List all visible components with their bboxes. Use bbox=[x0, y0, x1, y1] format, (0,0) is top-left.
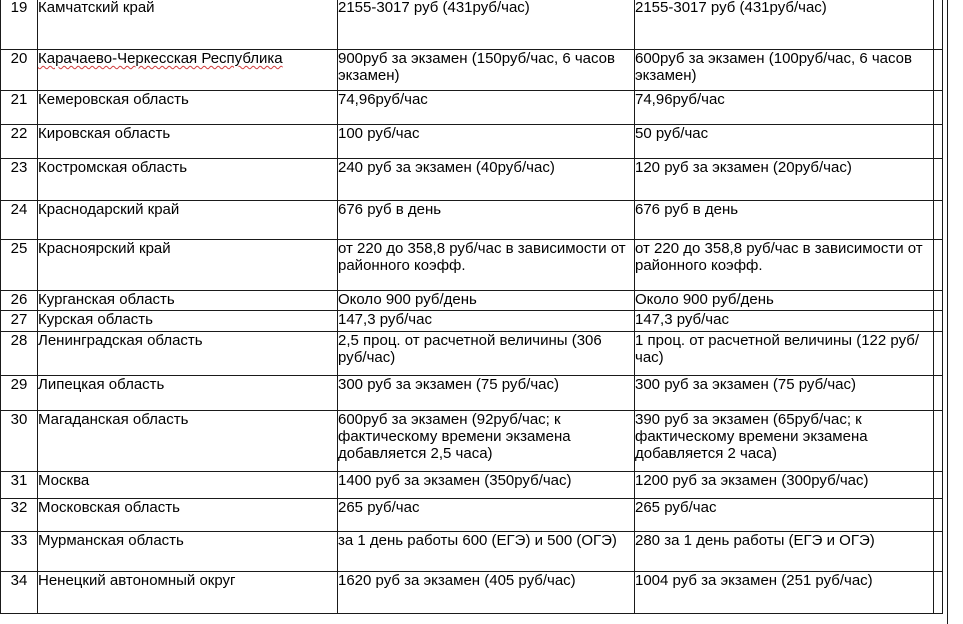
exam-cost-cell: 240 руб за экзамен (40руб/час) bbox=[338, 159, 635, 201]
row-number: 26 bbox=[1, 291, 38, 311]
row-number: 34 bbox=[1, 572, 38, 614]
region-cell: Липецкая область bbox=[38, 376, 338, 411]
edge-cell bbox=[934, 201, 943, 240]
other-cost-cell: 600руб за экзамен (100руб/час, 6 часов экзамен) bbox=[635, 50, 934, 91]
exam-cost-cell: 147,3 руб/час bbox=[338, 311, 635, 332]
exam-cost-cell: 74,96руб/час bbox=[338, 91, 635, 125]
other-cost-cell: 1200 руб за экзамен (300руб/час) bbox=[635, 472, 934, 499]
exam-cost-cell: 100 руб/час bbox=[338, 125, 635, 159]
edge-cell bbox=[934, 291, 943, 311]
exam-cost-cell: 676 руб в день bbox=[338, 201, 635, 240]
table-row bbox=[1, 332, 943, 376]
other-cost-cell: 676 руб в день bbox=[635, 201, 934, 240]
table-row bbox=[1, 240, 943, 291]
row-number: 28 bbox=[1, 332, 38, 376]
exam-cost-cell: Около 900 руб/день bbox=[338, 291, 635, 311]
table-row bbox=[1, 411, 943, 472]
exam-cost-cell: 300 руб за экзамен (75 руб/час) bbox=[338, 376, 635, 411]
row-number: 21 bbox=[1, 91, 38, 125]
table-body bbox=[1, 0, 943, 614]
table-row bbox=[1, 201, 943, 240]
region-cell: Ненецкий автономный округ bbox=[38, 572, 338, 614]
region-cell bbox=[38, 50, 338, 91]
exam-cost-cell: за 1 день работы 600 (ЕГЭ) и 500 (ОГЭ) bbox=[338, 532, 635, 572]
edge-cell bbox=[934, 411, 943, 472]
region-cell: Мурманская область bbox=[38, 532, 338, 572]
exam-cost-cell: 600руб за экзамен (92руб/час; к фактическому времени экзамена добавляется 2,5 часа) bbox=[338, 411, 635, 472]
region-cell: Курская область bbox=[38, 311, 338, 332]
other-cost-cell: 50 руб/час bbox=[635, 125, 934, 159]
edge-cell bbox=[934, 532, 943, 572]
edge-cell bbox=[934, 572, 943, 614]
edge-cell bbox=[934, 125, 943, 159]
other-cost-cell: 280 за 1 день работы (ЕГЭ и ОГЭ) bbox=[635, 532, 934, 572]
row-number: 31 bbox=[1, 472, 38, 499]
row-number: 32 bbox=[1, 499, 38, 532]
edge-cell bbox=[934, 91, 943, 125]
other-cost-cell: 120 руб за экзамен (20руб/час) bbox=[635, 159, 934, 201]
other-cost-cell: 300 руб за экзамен (75 руб/час) bbox=[635, 376, 934, 411]
table-row bbox=[1, 472, 943, 499]
edge-cell bbox=[934, 472, 943, 499]
table-row bbox=[1, 311, 943, 332]
exam-cost-cell: 1400 руб за экзамен (350руб/час) bbox=[338, 472, 635, 499]
exam-cost-cell: 1620 руб за экзамен (405 руб/час) bbox=[338, 572, 635, 614]
other-cost-cell: 1 проц. от расчетной величины (122 руб/час) bbox=[635, 332, 934, 376]
region-cell: Кемеровская область bbox=[38, 91, 338, 125]
other-cost-cell: 147,3 руб/час bbox=[635, 311, 934, 332]
edge-cell bbox=[934, 0, 943, 50]
right-border-line bbox=[947, 0, 948, 624]
row-number: 27 bbox=[1, 311, 38, 332]
other-cost-cell: Около 900 руб/день bbox=[635, 291, 934, 311]
table-row bbox=[1, 532, 943, 572]
other-cost-cell: 1004 руб за экзамен (251 руб/час) bbox=[635, 572, 934, 614]
row-number: 29 bbox=[1, 376, 38, 411]
region-text: Карачаево-Черкесская Республика bbox=[38, 50, 283, 67]
table-row bbox=[1, 376, 943, 411]
row-number: 19 bbox=[1, 0, 38, 50]
edge-cell bbox=[934, 240, 943, 291]
region-cell: Курганская область bbox=[38, 291, 338, 311]
table-row bbox=[1, 572, 943, 614]
edge-cell bbox=[934, 499, 943, 532]
region-cell: Костромская область bbox=[38, 159, 338, 201]
other-cost-cell: 390 руб за экзамен (65руб/час; к фактическому времени экзамена добавляется 2 часа) bbox=[635, 411, 934, 472]
table-row bbox=[1, 125, 943, 159]
region-cell: Кировская область bbox=[38, 125, 338, 159]
edge-cell bbox=[934, 311, 943, 332]
region-cell: Москва bbox=[38, 472, 338, 499]
region-cell: Краснодарский край bbox=[38, 201, 338, 240]
other-cost-cell: от 220 до 358,8 руб/час в зависимости от районного коэфф. bbox=[635, 240, 934, 291]
table-row bbox=[1, 159, 943, 201]
edge-cell bbox=[934, 376, 943, 411]
row-number: 30 bbox=[1, 411, 38, 472]
exam-cost-cell: от 220 до 358,8 руб/час в зависимости от районного коэфф. bbox=[338, 240, 635, 291]
region-cell: Камчатский край bbox=[38, 0, 338, 50]
table-row bbox=[1, 291, 943, 311]
edge-cell bbox=[934, 50, 943, 91]
row-number: 22 bbox=[1, 125, 38, 159]
region-cell: Магаданская область bbox=[38, 411, 338, 472]
region-cell: Ленинградская область bbox=[38, 332, 338, 376]
edge-cell bbox=[934, 159, 943, 201]
table-row bbox=[1, 50, 943, 91]
other-cost-cell: 265 руб/час bbox=[635, 499, 934, 532]
table-row bbox=[1, 0, 943, 50]
region-cell: Красноярский край bbox=[38, 240, 338, 291]
table-row bbox=[1, 91, 943, 125]
other-cost-cell: 74,96руб/час bbox=[635, 91, 934, 125]
row-number: 20 bbox=[1, 50, 38, 91]
row-number: 23 bbox=[1, 159, 38, 201]
row-number: 33 bbox=[1, 532, 38, 572]
exam-cost-cell: 265 руб/час bbox=[338, 499, 635, 532]
edge-cell bbox=[934, 332, 943, 376]
row-number: 24 bbox=[1, 201, 38, 240]
exam-cost-cell: 900руб за экзамен (150руб/час, 6 часов экзамен) bbox=[338, 50, 635, 91]
row-number: 25 bbox=[1, 240, 38, 291]
other-cost-cell: 2155-3017 руб (431руб/час) bbox=[635, 0, 934, 50]
exam-cost-cell: 2155-3017 руб (431руб/час) bbox=[338, 0, 635, 50]
exam-cost-cell: 2,5 проц. от расчетной величины (306 руб/час) bbox=[338, 332, 635, 376]
table-row bbox=[1, 499, 943, 532]
region-cell: Московская область bbox=[38, 499, 338, 532]
